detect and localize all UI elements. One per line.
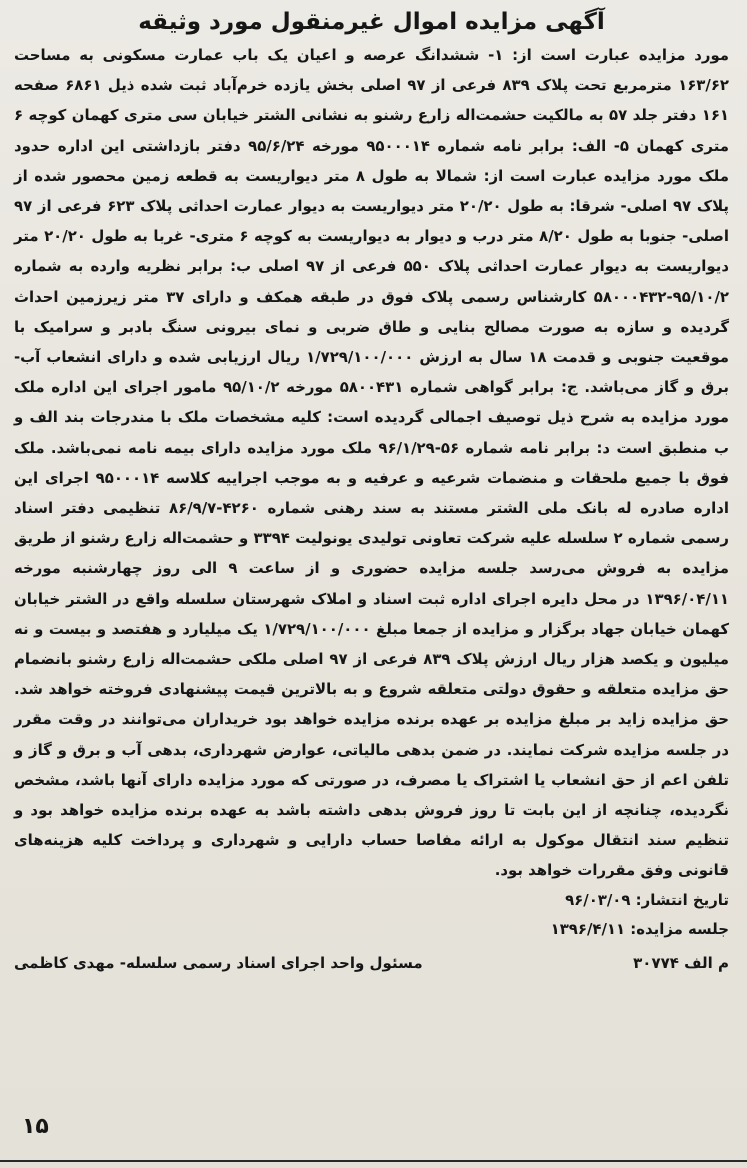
notice-code: م الف ۳۰۷۷۴ xyxy=(633,953,729,972)
notice-body: مورد مزایده عبارت است از: ۱- ششدانگ عرصه و اعیان یک باب عمارت مسکونی به مساحت ۱۶۳/۶۲ مترمربع تحت پلاک ۸۳۹ فرعی از ۹۷ اصلی بخش یازده خرم‌آباد ثبت شده ذیل ۶۸۶۱ صفحه ۱۶۱ دفتر جلد ۵۷ به مالکیت حشمت‌اله زارع رشنو به نشانی الشتر خیابان سی متری کهمان کوچه ۶ متری کهمان ۵- الف: برابر نامه شماره ۹۵۰۰۰۱۴ مورخه ۹۵/۶/۲۴ دفتر بازداشتی این اداره حدود ملک مورد مزایده عبارت است از: شمالا به طول ۸ متر دیواریست به قطعه زمین محصور شده از پلاک ۹۷ اصلی- شرقا: به طول ۲۰/۲۰ متر دیواریست به دیوار عمارت احداثی پلاک ۶۲۳ فرعی از ۹۷ اصلی- جنوبا به طول ۸/۲۰ متر درب و دیوار به دیواریست به کوچه ۶ متری- غربا به طول ۲۰/۲۰ متر دیواریست به دیوار عمارت احداثی پلاک ۵۵۰ فرعی از ۹۷ اصلی ب: برابر نظریه وارده به شماره ۹۵/۱۰/۲-۵۸۰۰۰۴۳۲ کارشناس رسمی پلاک فوق در طبقه همکف و دارای ۳۷ متر زیرزمین احداث گردیده و سازه به صورت مصالح بنایی و طاق ضربی و نمای بیرونی سنگ بادبر و سرامیک با موقعیت جنوبی و قدمت ۱۸ سال به ارزش ۱/۷۲۹/۱۰۰/۰۰۰ ریال ارزیابی شده و دارای انشعاب آب- برق و گاز می‌باشد. ج: برابر گواهی شماره ۵۸۰۰۴۳۱ مورخه ۹۵/۱۰/۲ مامور اجرای این اداره ملک مورد مزایده به شرح ذیل توصیف اجمالی گردیده است: کلیه مشخصات ملک با مندرجات بند الف و ب منطبق است د: برابر نامه شماره ۵۶-۹۶/۱/۲۹ ملک مورد مزایده دارای بیمه نامه نمی‌باشد. ملک فوق با جمیع ملحقات و منضمات شرعیه و عرفیه و به موجب اجراییه کلاسه ۹۵۰۰۰۱۴ اجرای این اداره صادره له بانک ملی الشتر مستند به سند رهنی شماره ۴۲۶۰-۸۶/۹/۷ تنظیمی دفتر اسناد رسمی شماره ۲ سلسله علیه شرکت تعاونی تولیدی یونولیت ۳۳۹۴ و حشمت‌اله زارع رشنو از طریق مزایده به فروش می‌رسد جلسه مزایده حضوری و از ساعت ۹ الی روز چهارشنبه مورخه ۱۳۹۶/۰۴/۱۱ در محل دایره اجرای اداره ثبت اسناد و املاک شهرستان سلسله واقع در الشتر خیابان کهمان خیابان جهاد برگزار و مزایده از جمعا مبلغ ۱/۷۲۹/۱۰۰/۰۰۰ یک میلیارد و هفتصد و بیست و نه میلیون و یکصد هزار ریال ارزش پلاک ۸۳۹ فرعی از ۹۷ اصلی ملکی حشمت‌اله زارع رشنو بانضمام حق مزایده متعلقه و حقوق دولتی متعلقه شروع و به بالاترین قیمت پیشنهادی فروخته خواهد شد. حق مزایده زاید بر مبلغ مزایده بر عهده برنده مزایده خواهد بود خریداران می‌توانند در وقت مقرر در جلسه مزایده شرکت نمایند. در ضمن بدهی مالیاتی، عوارض شهرداری، بدهی آب و برق و گاز و تلفن اعم از حق انشعاب یا اشتراک یا مصرف، در صورتی که مورد مزایده دارای آنها باشد، مشخص نگردیده، چنانچه از این بابت تا روز فروش بدهی داشته باشد به عهده برنده مزایده خواهد بود و تنظیم سند انتقال موکول به ارائه مفاصا حساب دارایی و شهرداری و پرداخت کلیه هزینه‌های قانونی وفق مقررات خواهد بود. xyxy=(14,46,730,880)
bottom-divider xyxy=(0,1160,747,1162)
signature: مسئول واحد اجرای اسناد رسمی سلسله- مهدی کاظمی xyxy=(14,953,423,972)
page-number: ۱۵ xyxy=(22,1114,49,1139)
auction-date: جلسه مزایده: ۱۳۹۶/۴/۱۱ xyxy=(550,919,729,938)
publish-date: تاریخ انتشار: ۹۶/۰۳/۰۹ xyxy=(565,890,729,909)
notice-title: آگهی مزایده اموال غیرمنقول مورد وثیقه xyxy=(138,9,605,35)
notice-footer xyxy=(14,948,729,978)
